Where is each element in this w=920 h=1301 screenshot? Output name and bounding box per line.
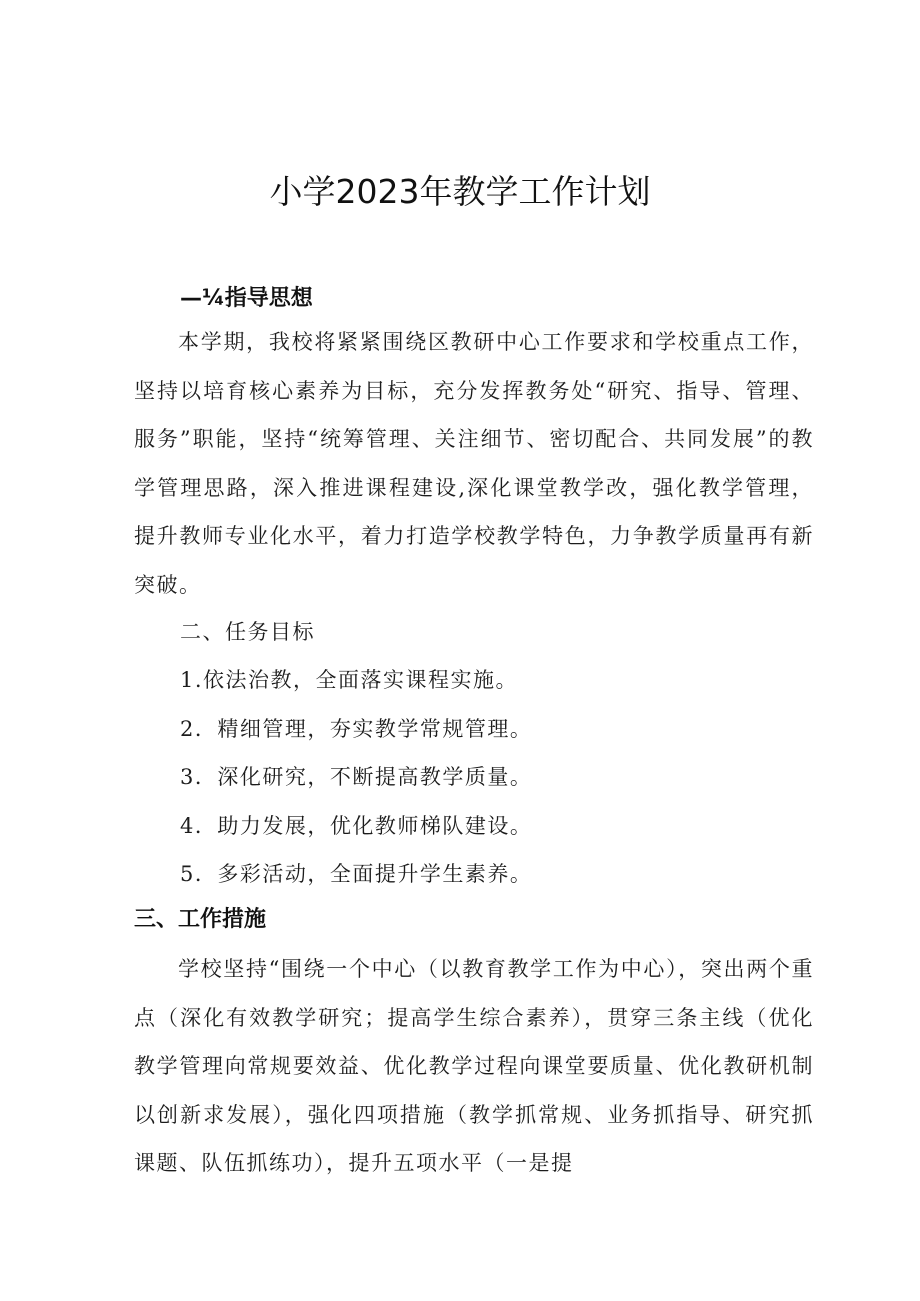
task-item-2: 2．精细管理，夯实教学常规管理。	[180, 717, 533, 741]
section3-heading: 三、工作措施	[134, 907, 267, 932]
section1-heading: —¼指导思想	[180, 286, 313, 311]
task-item-5: 5．多彩活动，全面提升学生素养。	[180, 862, 533, 886]
task-item-1: 1.依法治教，全面落实课程实施。	[180, 668, 519, 692]
document-title: 小学2023年教学工作计划	[269, 172, 651, 211]
task-item-3: 3．深化研究，不断提高教学质量。	[180, 765, 533, 789]
section3-paragraph: 学校坚持“围绕一个中心（以教育教学工作为中心），突出两个重点（深化有效教学研究；提高学生综合素养），贯穿三条主线（优化教学管理向常规要效益、优化教学过程向课堂要质量、优化教研机制以创新求发展），强化四项措施（教学抓常规、业务抓指导、研究抓课题、队伍抓练功），提升五项水平（一是提	[134, 957, 814, 1175]
section1-paragraph: 本学期，我校将紧紧围绕区教研中心工作要求和学校重点工作，坚持以培育核心素养为目标，充分发挥教务处“研究、指导、管理、服务”职能，坚持“统筹管理、关注细节、密切配合、共同发展”的教学管理思路，深入推进课程建设,深化课堂教学改，强化教学管理，提升教师专业化水平，着力打造学校教学特色，力争教学质量再有新突破。	[134, 330, 814, 597]
section2-heading: 二、任务目标	[180, 620, 315, 644]
task-item-4: 4．助力发展，优化教师梯队建设。	[180, 814, 533, 838]
